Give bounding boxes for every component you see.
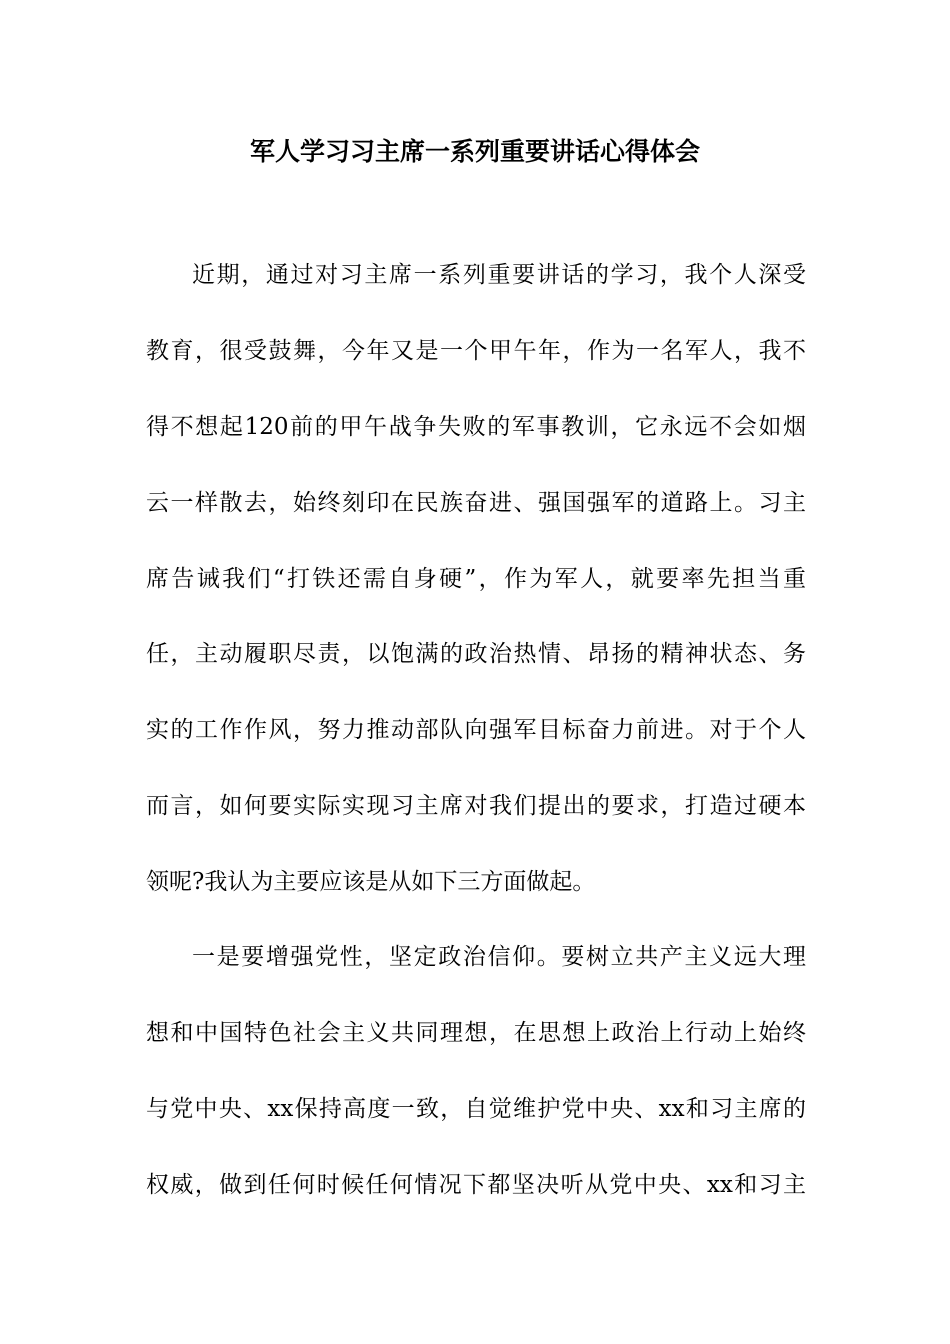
paragraph-1-line-8: 而言，如何要实际实现习主席对我们提出的要求，打造过硬本 [146,793,806,819]
paragraph-2-line-3: 与党中央、xx保持高度一致，自觉维护党中央、xx和习主席的 [146,1096,806,1122]
paragraph-1-line-4: 云一样散去，始终刻印在民族奋进、强国强军的道路上。习主 [146,490,806,516]
paragraph-2-line-4: 权威，做到任何时候任何情况下都坚决听从党中央、xx和习主 [146,1172,806,1198]
paragraph-1-line-2: 教育，很受鼓舞，今年又是一个甲午年，作为一名军人，我不 [146,338,806,364]
paragraph-2-line-2: 想和中国特色社会主义共同理想，在思想上政治上行动上始终 [146,1020,806,1046]
document-title: 军人学习习主席一系列重要讲话心得体会 [249,137,700,166]
paragraph-1-line-1: 近期，通过对习主席一系列重要讲话的学习，我个人深受 [192,262,806,288]
paragraph-1-line-5: 席告诫我们“打铁还需自身硬”，作为军人，就要率先担当重 [146,566,806,592]
paragraph-1-line-7: 实的工作作风，努力推动部队向强军目标奋力前进。对于个人 [146,717,806,743]
paragraph-1-line-9: 领呢?我认为主要应该是从如下三方面做起。 [146,869,596,895]
paragraph-1-line-3: 得不想起120前的甲午战争失败的军事教训，它永远不会如烟 [146,414,806,440]
paragraph-1-line-6: 任，主动履职尽责，以饱满的政治热情、昂扬的精神状态、务 [146,641,806,667]
paragraph-2-line-1: 一是要增强党性，坚定政治信仰。要树立共产主义远大理 [192,944,806,970]
